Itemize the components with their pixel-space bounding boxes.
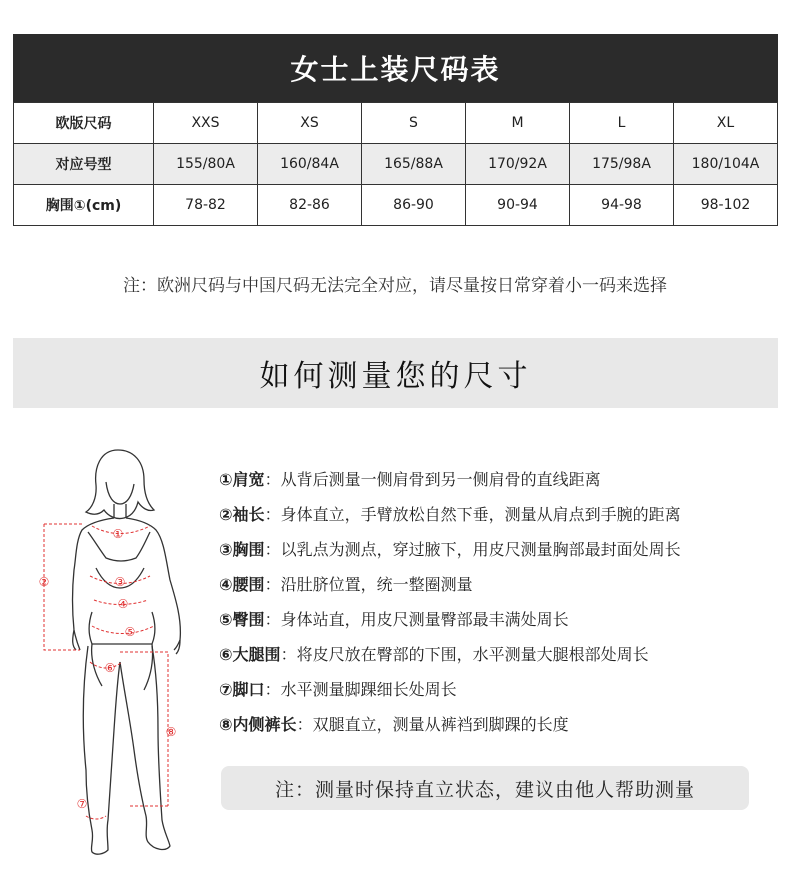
marker-7: ⑦ xyxy=(76,797,88,811)
body-measurement-figure xyxy=(30,440,210,860)
marker-1: ① xyxy=(112,527,124,541)
step-term: ⑥大腿围 xyxy=(219,645,281,664)
table-row xyxy=(14,103,778,144)
list-item xyxy=(219,572,779,607)
size-chart-title: 女士上装尺码表 xyxy=(13,34,778,102)
row-header: 胸围①(cm) xyxy=(14,185,154,226)
step-description: ：从背后测量一侧肩骨到另一侧肩骨的直线距离 xyxy=(264,470,601,489)
marker-6: ⑥ xyxy=(104,661,116,675)
list-item xyxy=(219,677,779,712)
table-cell: XS xyxy=(258,103,362,144)
row-header: 对应号型 xyxy=(14,144,154,185)
marker-2: ② xyxy=(38,575,50,589)
table-cell: M xyxy=(466,103,570,144)
step-term: ③胸围 xyxy=(219,540,265,559)
list-item xyxy=(219,537,779,572)
step-description: ：双腿直立，测量从裤裆到脚踝的长度 xyxy=(296,715,569,734)
marker-5: ⑤ xyxy=(124,625,136,639)
list-item xyxy=(219,502,779,537)
step-term: ②袖长 xyxy=(219,505,265,524)
table-cell: 165/88A xyxy=(362,144,466,185)
table-cell: XXS xyxy=(154,103,258,144)
measure-guide-banner: 如何测量您的尺寸 xyxy=(13,338,778,408)
table-cell: XL xyxy=(674,103,778,144)
step-description: ：沿肚脐位置，统一整圈测量 xyxy=(264,575,473,594)
step-term: ①肩宽 xyxy=(219,470,265,489)
table-cell: 155/80A xyxy=(154,144,258,185)
list-item xyxy=(219,607,779,642)
marker-8: ⑧ xyxy=(165,725,177,739)
list-item xyxy=(219,712,779,747)
table-cell: 175/98A xyxy=(570,144,674,185)
size-table xyxy=(13,102,778,226)
table-cell: 78-82 xyxy=(154,185,258,226)
table-cell: S xyxy=(362,103,466,144)
step-description: ：将皮尺放在臀部的下围，水平测量大腿根部处周长 xyxy=(280,645,649,664)
table-cell: 180/104A xyxy=(674,144,778,185)
size-conversion-note: 注：欧洲尺码与中国尺码无法完全对应，请尽量按日常穿着小一码来选择 xyxy=(123,276,667,296)
list-item xyxy=(219,467,779,502)
step-term: ⑤臀围 xyxy=(219,610,265,629)
marker-3: ③ xyxy=(114,575,126,589)
table-row xyxy=(14,185,778,226)
step-description: ：身体站直，用皮尺测量臀部最丰满处周长 xyxy=(264,610,569,629)
measurement-steps xyxy=(219,467,779,747)
table-cell: 94-98 xyxy=(570,185,674,226)
table-cell: 90-94 xyxy=(466,185,570,226)
step-description: ：水平测量脚踝细长处周长 xyxy=(264,680,457,699)
step-term: ⑦脚口 xyxy=(219,680,265,699)
table-cell: 170/92A xyxy=(466,144,570,185)
measurement-tip-note: 注：测量时保持直立状态，建议由他人帮助测量 xyxy=(221,766,749,810)
table-row xyxy=(14,144,778,185)
row-header: 欧版尺码 xyxy=(14,103,154,144)
list-item xyxy=(219,642,779,677)
table-cell: 160/84A xyxy=(258,144,362,185)
marker-4: ④ xyxy=(117,597,129,611)
step-term: ④腰围 xyxy=(219,575,265,594)
step-description: ：身体直立，手臂放松自然下垂，测量从肩点到手腕的距离 xyxy=(264,505,681,524)
table-cell: 98-102 xyxy=(674,185,778,226)
step-term: ⑧内侧裤长 xyxy=(219,715,297,734)
table-cell: L xyxy=(570,103,674,144)
table-cell: 86-90 xyxy=(362,185,466,226)
step-description: ：以乳点为测点，穿过腋下，用皮尺测量胸部最封面处周长 xyxy=(264,540,681,559)
table-cell: 82-86 xyxy=(258,185,362,226)
